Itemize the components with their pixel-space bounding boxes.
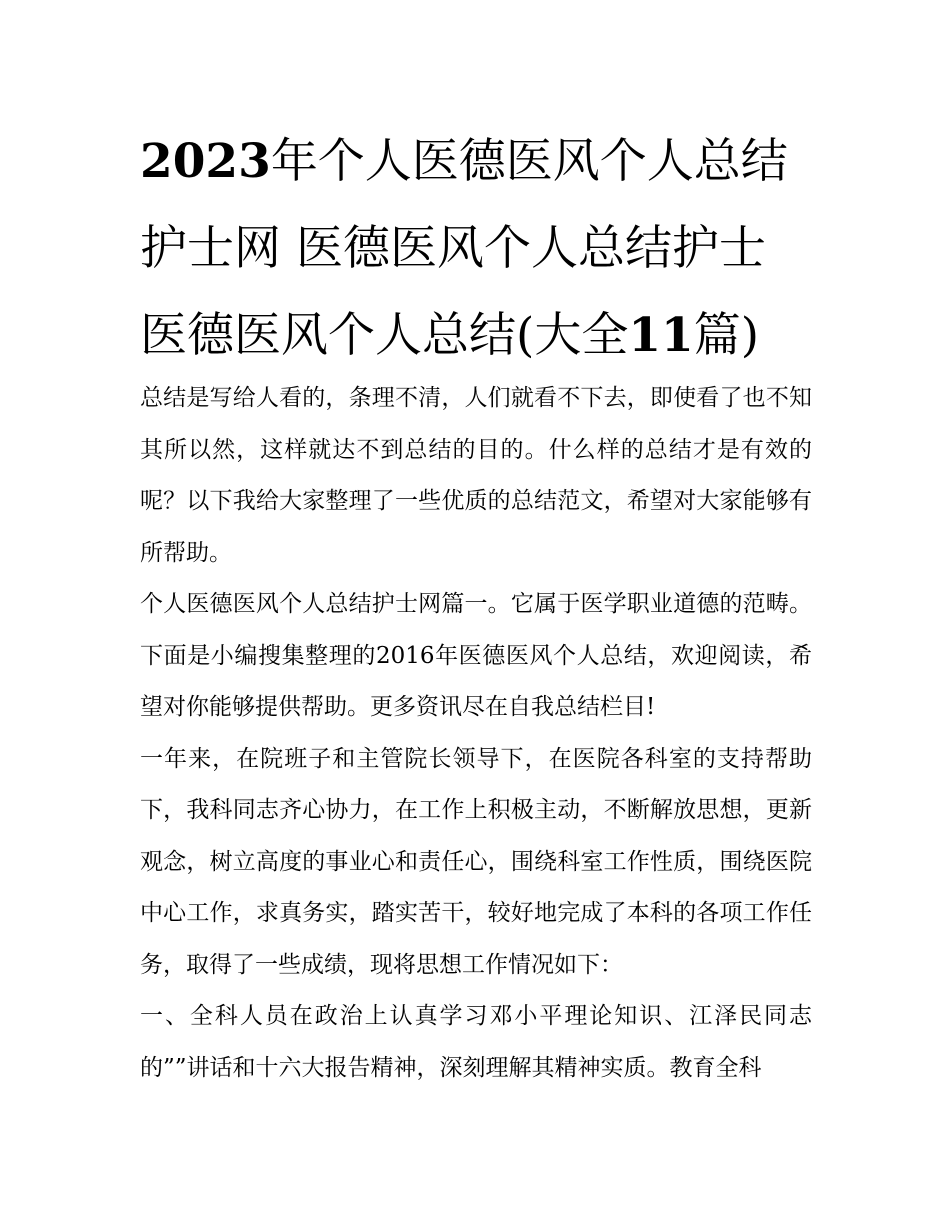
document-content [140, 118, 812, 1094]
paragraph-year-summary: 一年来，在院班子和主管院长领导下，在医院各科室的支持帮助下，我科同志齐心协力，在工作上积极主动，不断解放思想，更新观念，树立高度的事业心和责任心，围绕科室工作性质，围绕医院中心工作，求真务实，踏实苦干，较好地完成了本科的各项工作任务，取得了一些成绩，现将思想工作情况如下： [140, 745, 812, 978]
paragraph-chapter-one-intro: 个人医德医风个人总结护士网篇一。它属于医学职业道德的范畴。下面是小编搜集整理的2016年医德医风个人总结，欢迎阅读，希望对你能够提供帮助。更多资讯尽在自我总结栏目! [140, 591, 812, 720]
document-body [140, 373, 812, 1094]
document-title: 2023年个人医德医风个人总结护士网 医德医风个人总结护士医德医风个人总结(大全11篇) [140, 134, 788, 363]
paragraph-section-one: 一、全科人员在政治上认真学习邓小平理论知识、江泽民同志的””讲话和十六大报告精神，深刻理解其精神实质。教育全科 [140, 1003, 812, 1081]
paragraph-intro: 总结是写给人看的，条理不清，人们就看不下去，即使看了也不知其所以然，这样就达不到总结的目的。什么样的总结才是有效的呢？以下我给大家整理了一些优质的总结范文，希望对大家能够有所帮助。 [140, 385, 812, 566]
